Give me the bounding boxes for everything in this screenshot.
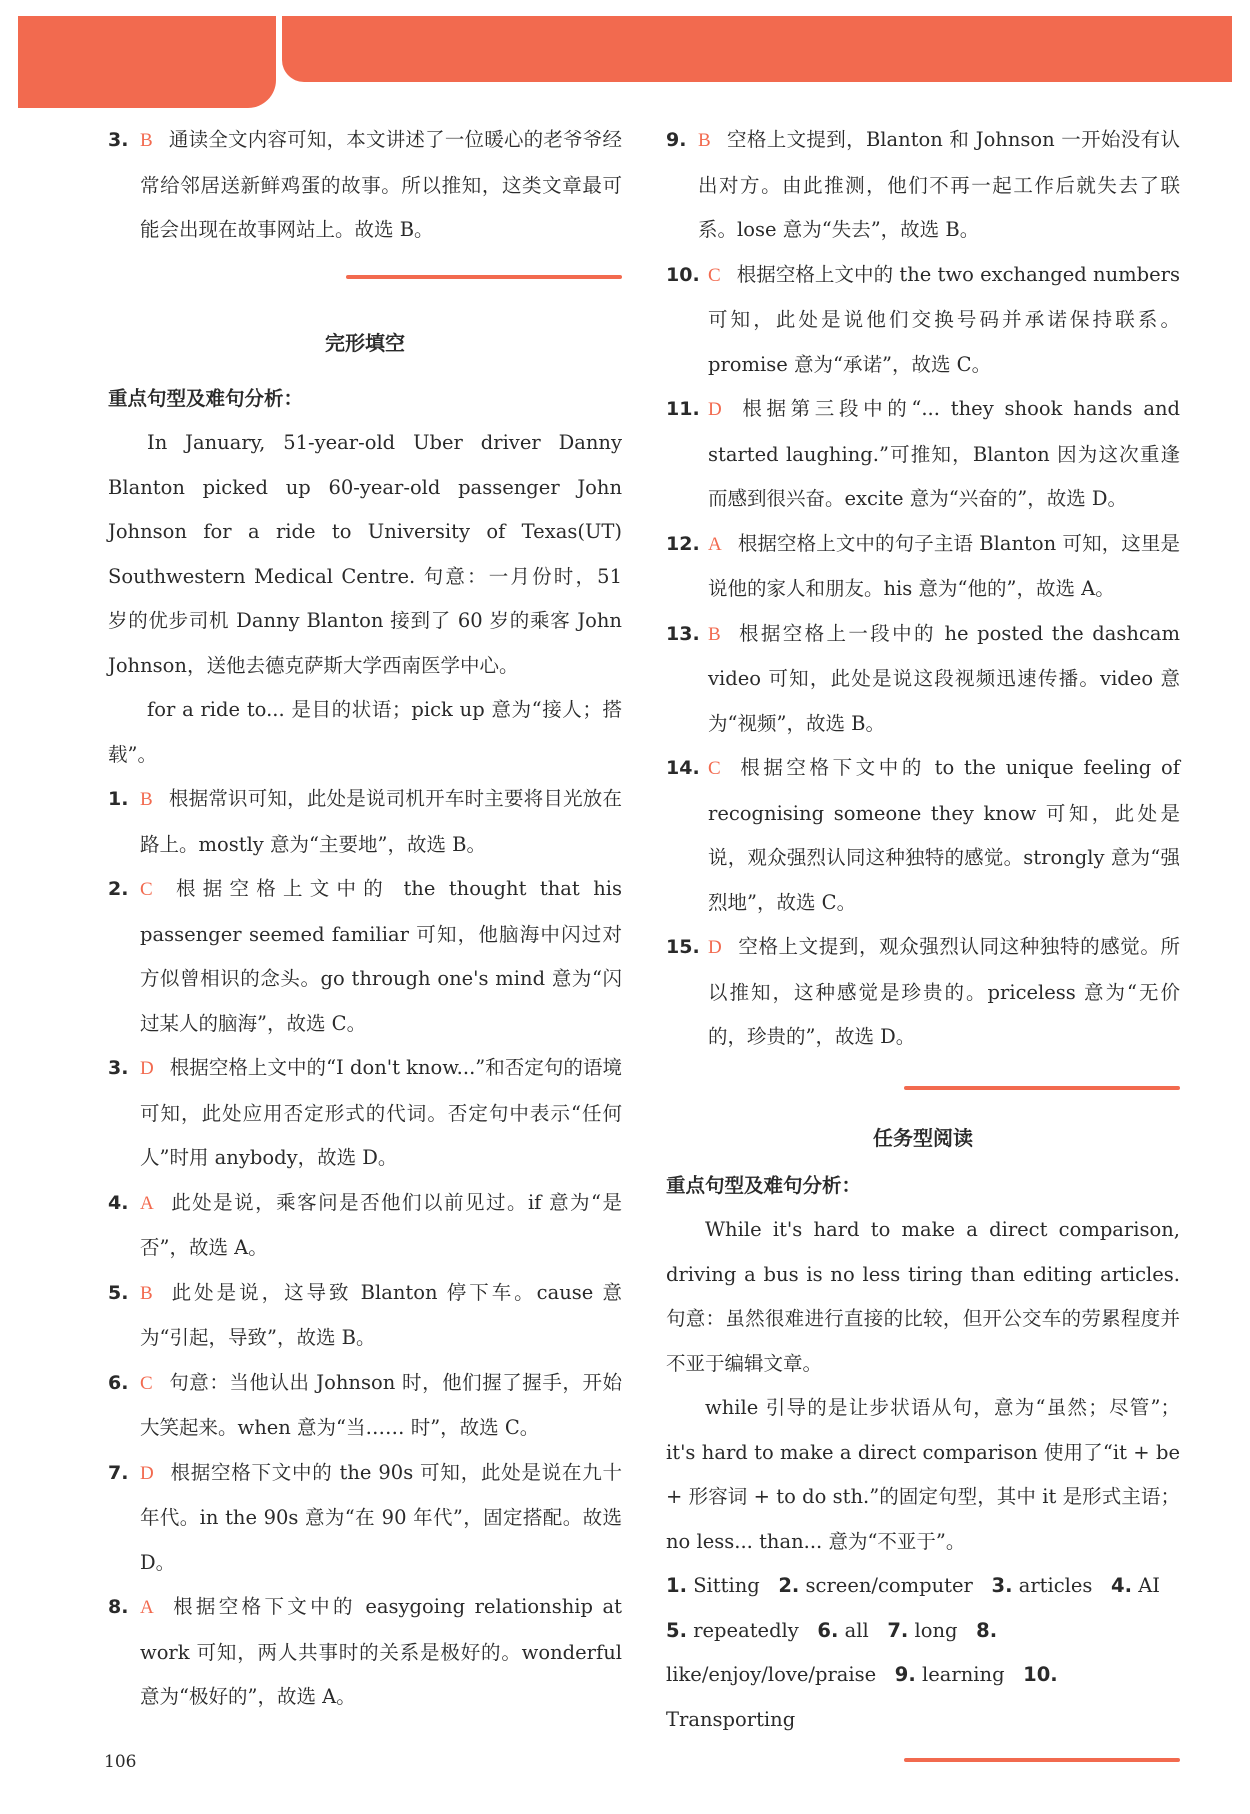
answer-item-3 bbox=[108, 1046, 622, 1181]
answer-letter: B bbox=[140, 789, 153, 810]
item-number: 12. bbox=[666, 532, 700, 555]
explanation-text: 根据空格上文中的 the two exchanged numbers 可知，此处是说他们交换号码并承诺保持联系。promise 意为“承诺”，故选 C。 bbox=[708, 262, 1180, 376]
answer-number: 4. bbox=[1111, 1574, 1133, 1597]
answer-item-6 bbox=[108, 1361, 622, 1451]
explanation-text: 根据空格上文中的“I don't know...”和否定句的语境可知，此处应用否定形式的代词。否定句中表示“任何人”时用 anybody，故选 D。 bbox=[140, 1056, 622, 1169]
answer-item-11 bbox=[666, 387, 1180, 522]
answer-word: Sitting bbox=[693, 1574, 760, 1597]
answer-item-5 bbox=[108, 1271, 622, 1361]
answer-word: screen/computer bbox=[805, 1574, 973, 1597]
header-banner-left bbox=[18, 16, 276, 108]
section-divider bbox=[904, 1758, 1180, 1762]
answer-letter: A bbox=[140, 1597, 154, 1618]
explanation-text: 根据常识可知，此处是说司机开车时主要将目光放在路上。mostly 意为“主要地”，故选 B。 bbox=[140, 787, 622, 856]
answer-number: 6. bbox=[817, 1618, 839, 1642]
analysis-subtitle: 重点句型及难句分析： bbox=[108, 386, 304, 410]
answer-word: all bbox=[844, 1618, 869, 1642]
answer-letter: D bbox=[708, 937, 722, 958]
header-banner-right bbox=[282, 16, 1232, 82]
answer-letter: B bbox=[708, 623, 721, 645]
explanation-text: 根据空格上文中的句子主语 Blanton 可知，这里是说他的家人和朋友。his 意为“他的”，故选 A。 bbox=[708, 531, 1180, 600]
item-number: 1. bbox=[108, 788, 129, 810]
item-number: 4. bbox=[108, 1191, 129, 1214]
explanation-text: 此处是说，这导致 Blanton 停下车。cause 意为“引起，导致”，故选 B。 bbox=[140, 1280, 622, 1349]
left-column bbox=[108, 118, 622, 1720]
section-title-cloze: 完形填空 bbox=[325, 330, 405, 355]
section-divider bbox=[904, 1086, 1180, 1090]
explanation-text: 根据第三段中的“... they shook hands and started laughing.”可推知，Blanton 因为这次重逢而感到很兴奋。excite 意为“兴奋的”，故选 D。 bbox=[708, 397, 1180, 510]
item-number: 2. bbox=[108, 878, 129, 900]
answer-number: 1. bbox=[666, 1574, 687, 1597]
answer-item-12 bbox=[666, 522, 1180, 612]
answer-word: repeatedly bbox=[693, 1618, 799, 1642]
item-number: 3. bbox=[108, 1057, 129, 1079]
answer-letter: C bbox=[708, 264, 721, 286]
answer-number: 5. bbox=[666, 1618, 687, 1642]
answer-number: 2. bbox=[778, 1574, 800, 1597]
analysis-subtitle: 重点句型及难句分析： bbox=[666, 1173, 862, 1197]
item-number: 3. bbox=[108, 129, 129, 151]
answer-number: 10. bbox=[1023, 1663, 1058, 1686]
page-number: 106 bbox=[104, 1752, 137, 1772]
explanation-text: 根据空格上文中的 the thought that his passenger seemed familiar 可知，他脑海中闪过对方似曾相识的念头。go through one's mind 意为“闪过某人的脑海”，故选 C。 bbox=[140, 877, 622, 1035]
answer-item-4 bbox=[108, 1181, 622, 1271]
answer-item-9 bbox=[666, 118, 1180, 253]
right-column bbox=[666, 118, 1180, 1762]
item-number: 15. bbox=[666, 936, 700, 958]
answer-letter: C bbox=[140, 1372, 153, 1394]
answer-item-14 bbox=[666, 746, 1180, 925]
answer-number: 7. bbox=[887, 1618, 909, 1642]
explanation-text: 根据空格下文中的 to the unique feeling of recognising someone they know 可知，此处是说，观众强烈认同这种独特的感觉。strongly 意为“强烈地”，故选 C。 bbox=[708, 756, 1180, 914]
answer-number: 3. bbox=[991, 1574, 1013, 1597]
answer-item-3-prev bbox=[108, 118, 622, 253]
item-number: 14. bbox=[666, 757, 700, 779]
answer-letter: D bbox=[140, 1058, 154, 1079]
explanation-text: 此处是说，乘客问是否他们以前见过。if 意为“是否”，故选 A。 bbox=[140, 1190, 622, 1259]
section-divider bbox=[346, 275, 622, 279]
explanation-text: 空格上文提到，观众强烈认同这种独特的感觉。所以推知，这种感觉是珍贵的。priceless 意为“无价的，珍贵的”，故选 D。 bbox=[708, 935, 1180, 1048]
explanation-text: 根据空格下文中的 the 90s 可知，此处是说在九十年代。in the 90s 意为“在 90 年代”，固定搭配。故选 D。 bbox=[140, 1460, 622, 1574]
item-number: 8. bbox=[108, 1596, 129, 1618]
answer-letter: A bbox=[708, 533, 722, 555]
answer-item-13 bbox=[666, 612, 1180, 747]
answer-letter: D bbox=[708, 399, 722, 420]
explanation-text: 根据空格下文中的 easygoing relationship at work 可知，两人共事时的关系是极好的。wonderful 意为“极好的”，故选 A。 bbox=[140, 1595, 622, 1708]
explanation-text: 句意：当他认出 Johnson 时，他们握了握手，开始大笑起来。when 意为“当…… 时”，故选 C。 bbox=[140, 1370, 622, 1439]
answer-letter: C bbox=[140, 879, 153, 900]
analysis-paragraph-2: while 引导的是让步状语从句，意为“虽然；尽管”；it's hard to make a direct comparison 使用了“it + be + 形容词 + to do sth.”的固定句型，其中 it 是形式主语；no less... than... 意为“不亚于”。 bbox=[666, 1396, 1180, 1553]
item-number: 10. bbox=[666, 263, 700, 286]
answer-word: learning bbox=[921, 1663, 1005, 1686]
answer-word: long bbox=[914, 1618, 958, 1642]
answer-item-15 bbox=[666, 925, 1180, 1060]
analysis-paragraph-1: In January, 51-year-old Uber driver Danny Blanton picked up 60-year-old passenger John Johnson for a ride to University of Texas(UT) Southwestern Medical Centre. 句意：一月份时，51 岁的优步司机 Danny Blanton 接到了 60 岁的乘客 John Johnson，送他去德克萨斯大学西南医学中心。 bbox=[108, 431, 622, 677]
answer-number: 9. bbox=[894, 1663, 916, 1686]
item-number: 11. bbox=[666, 398, 700, 420]
item-number: 6. bbox=[108, 1371, 129, 1394]
analysis-paragraph-2: for a ride to... 是目的状语；pick up 意为“接人；搭载”。 bbox=[108, 698, 622, 766]
answer-letter: C bbox=[708, 758, 721, 779]
answer-number: 8. bbox=[976, 1618, 998, 1642]
explanation-text: 通读全文内容可知，本文讲述了一位暖心的老爷爷经常给邻居送新鲜鸡蛋的故事。所以推知，这类文章最可能会出现在故事网站上。故选 B。 bbox=[140, 128, 622, 241]
answer-letter: B bbox=[140, 130, 153, 151]
answer-word: like/enjoy/love/praise bbox=[666, 1663, 877, 1686]
answer-letter: A bbox=[140, 1192, 154, 1214]
explanation-text: 空格上文提到，Blanton 和 Johnson 一开始没有认出对方。由此推测，他们不再一起工作后就失去了联系。lose 意为“失去”，故选 B。 bbox=[698, 128, 1180, 241]
item-number: 5. bbox=[108, 1281, 129, 1304]
item-number: 13. bbox=[666, 622, 700, 645]
answer-letter: B bbox=[140, 1282, 153, 1304]
answer-item-7 bbox=[108, 1451, 622, 1586]
answer-word: articles bbox=[1018, 1574, 1093, 1597]
answer-item-8 bbox=[108, 1585, 622, 1720]
answer-letter: D bbox=[140, 1462, 154, 1484]
answer-item-1 bbox=[108, 777, 622, 867]
answer-list bbox=[666, 1564, 1180, 1742]
item-number: 7. bbox=[108, 1461, 129, 1484]
answer-word: AI bbox=[1138, 1574, 1161, 1597]
analysis-paragraph-1: While it's hard to make a direct comparison, driving a bus is no less tiring than editing articles. 句意：虽然很难进行直接的比较，但开公交车的劳累程度并不亚于编辑文章。 bbox=[666, 1218, 1180, 1375]
section-title-task-reading: 任务型阅读 bbox=[873, 1125, 973, 1150]
answer-word: Transporting bbox=[666, 1707, 796, 1731]
answer-item-2 bbox=[108, 867, 622, 1046]
answer-item-10 bbox=[666, 253, 1180, 388]
answer-letter: B bbox=[698, 130, 711, 151]
explanation-text: 根据空格上一段中的 he posted the dashcam video 可知，此处是说这段视频迅速传播。video 意为“视频”，故选 B。 bbox=[708, 621, 1180, 735]
item-number: 9. bbox=[666, 129, 687, 151]
